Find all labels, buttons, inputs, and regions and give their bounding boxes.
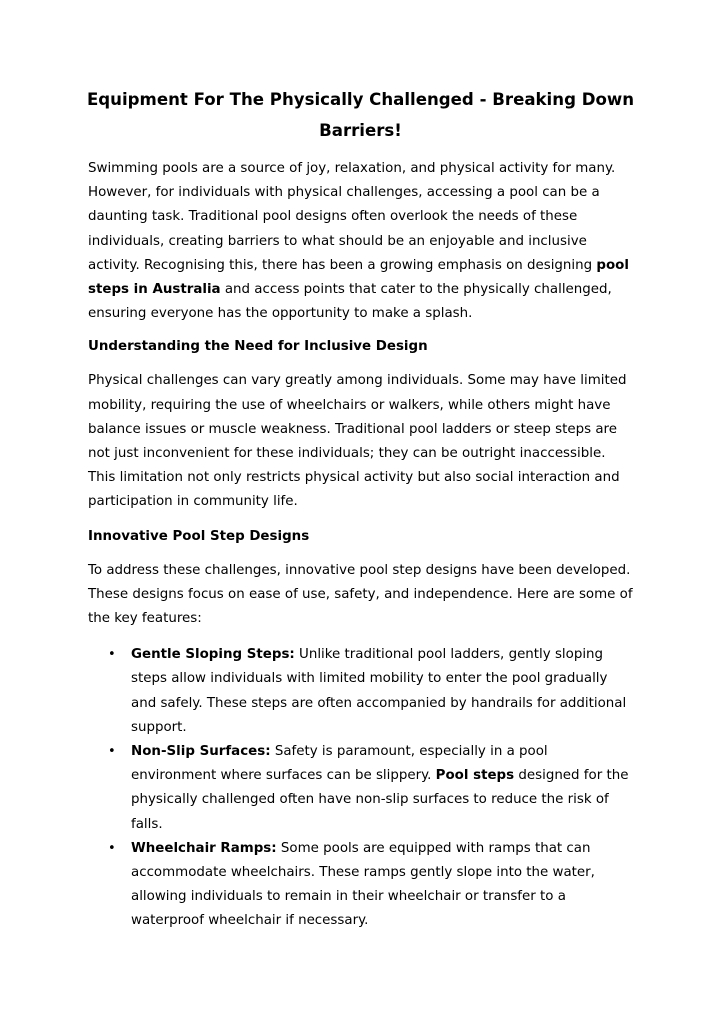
list-item-text: Some pools are equipped with ramps that can accommodate wheelchairs. These ramps gently slope into the water, allowing individuals to remain in their wheelchair or transfer to a waterproof wheelchair if necessary. [131,840,595,929]
feature-list [88,643,633,933]
section-paragraph-inclusive-design: Physical challenges can vary greatly among individuals. Some may have limited mobility, requiring the use of wheelchairs or walkers, while others might have balance issues or muscle weakness. Traditional pool ladders or steep steps are not just inconvenient for these individuals; they can be outright inaccessible. This limitation not only restricts physical activity but also social interaction and participation in community life. [88,373,627,510]
list-item-text: Safety is paramount, especially in a pool environment where surfaces can be slippery. [131,744,548,784]
intro-text-after: and access points that cater to the physically challenged, ensuring everyone has the opportunity to make a splash. [88,282,612,322]
list-item-text: Unlike traditional pool ladders, gently sloping steps allow individuals with limited mobility to enter the pool gradually and safely. These steps are often accompanied by handrails for additional support. [131,647,627,735]
section-heading-inclusive-design: Understanding the Need for Inclusive Design [88,339,428,355]
intro-text-before: Swimming pools are a source of joy, relaxation, and physical activity for many. However, for individuals with physical challenges, accessing a pool can be a daunting task. Traditional pool designs often overlook the needs of these individuals, creating barriers to what should be an enjoyable and inclusive activity. Recognising this, there has been a growing emphasis on designing [88,161,616,273]
page-title: Equipment For The Physically Challenged - Breaking Down Barriers! [86,90,635,140]
list-item [88,643,633,740]
list-item-label: Wheelchair Ramps: [131,840,277,856]
bullet-icon: • [108,840,116,856]
list-item-label: Non-Slip Surfaces: [131,744,271,760]
intro-paragraph [88,157,633,326]
list-item [88,740,633,837]
intro-bold-link-text: pool steps in Australia [88,257,629,298]
section-heading-pool-step-designs: Innovative Pool Step Designs [88,528,310,544]
document-page [88,84,633,934]
section-paragraph-pool-step-designs: To address these challenges, innovative pool step designs have been developed. These designs focus on ease of use, safety, and independence. Here are some of the key features: [88,562,633,627]
bullet-icon: • [108,647,116,663]
list-item-bold-text: Pool steps [435,768,515,784]
bullet-icon: • [108,744,116,760]
list-item [88,837,633,934]
list-item-label: Gentle Sloping Steps: [131,647,295,663]
list-item-text-after: designed for the physically challenged often have non-slip surfaces to reduce the risk of falls. [131,768,629,832]
